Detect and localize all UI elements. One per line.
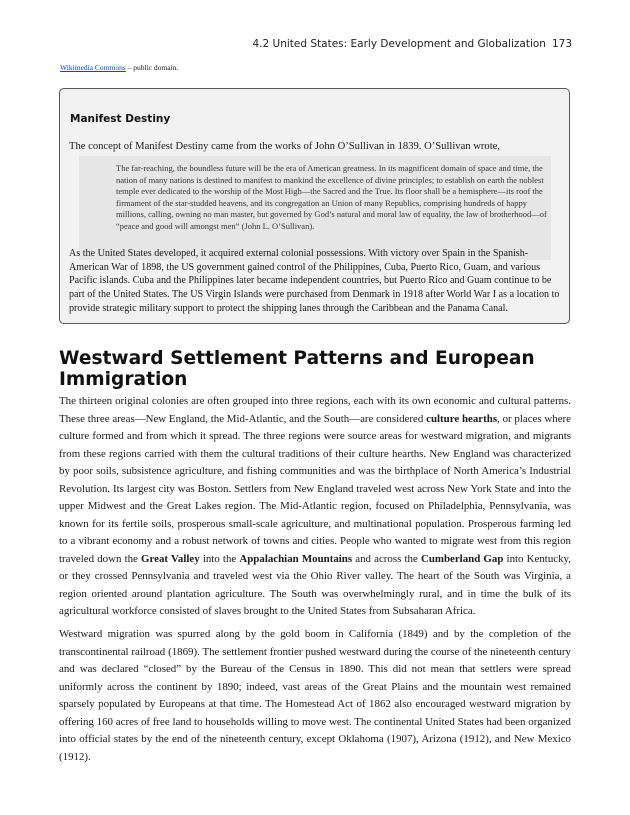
paragraph-text: , or places where culture formed and from which it spread. The three regions were source areas for westward migration, and migrants from these regions carried with them the cultural traditions of their culture hearths. New England was characterized by poor soils, subsistence agriculture, and fishing communities and was the birthplace of North America’s Industrial Revolution. Its largest city was Boston. Settlers from New England traveled west across New York State and into the upper Midwest and the Great Lakes region. The Mid-Atlantic region, focused on Philadelphia, Pennsylvania, was known for its fertile soils, prosperous small-scale agriculture, and multinational population. Prosperous farming led to a vibrant economy and a robust network of towns and cities. People who wanted to migrate west from this region traveled down the <box>59 412 572 565</box>
body-paragraph-2: Westward migration was spurred along by the gold boom in California (1849) and by the completion of the transcontinental railroad (1869). The settlement frontier pushed westward during the course of the nineteenth century and was declared “closed” by the Bureau of the Census in 1890. This did not mean that settlers were spread uniformly across the continent by 1890; indeed, vast areas of the Great Plains and the mountain west remained sparsely populated by Europeans at that time. The Homestead Act of 1862 also encouraged westward migration by offering 160 acres of free land to households willing to move west. The continental United States had been organized into official states by the end of the nineteenth century, except Oklahoma (1907), Arizona (1912), and New Mexico (1912). <box>59 628 571 763</box>
paragraph-text: and across the <box>352 552 421 565</box>
paragraph-text: into the <box>199 552 240 565</box>
blockquote-text: The far-reaching, the boundless future will be the era of American greatness. In its magnificent domain of space and time, the nation of many nations is destined to manifest to mankind the excellence of divine principles; to establish on earth the noblest temple ever dedicated to the worship of the Most High—the Sacred and the True. Its floor shall be a hemisphere—its roof the firmament of the star-studded heavens, and its congregation an Union of many Republics, comprising hundreds of happy millions, calling, owning no man master, but governed by God’s natural and moral law of equality, the law of brotherhood—of “peace and good will amongst men” (John L. O’Sullivan). <box>116 163 547 231</box>
running-header <box>253 38 573 50</box>
key-term-great-valley: Great Valley <box>141 552 200 565</box>
paragraph-text: The thirteen original colonies are often grouped into three regions, each with its own economic and cultural patterns. These three areas—New England, the Mid-Atlantic, and the South—are considered <box>59 395 571 425</box>
key-term-culture-hearths: culture hearths <box>426 412 498 425</box>
credit-suffix: – public domain. <box>125 63 179 72</box>
wikimedia-commons-link[interactable]: Wikimedia Commons <box>60 63 126 72</box>
page-number: 173 <box>551 38 572 50</box>
paragraph-text: into Kentucky, or they crossed Pennsylvania and traveled west via the Ohio River valley. The heart of the South was Virginia, a region oriented around plantation agriculture. The South was overwhelmingly rural, and in time the bulk of its agricultural workforce consisted of slaves brought to the United States from Subsaharan Africa. <box>59 552 572 617</box>
key-term-cumberland-gap: Cumberland Gap <box>420 552 504 565</box>
feature-box-intro: The concept of Manifest Destiny came from the works of John O’Sullivan in 1839. O’Sullivan wrote, <box>69 141 501 152</box>
key-term-appalachian-mountains: Appalachian Mountains <box>239 552 353 565</box>
body-paragraph-1 <box>59 393 571 621</box>
feature-box-title: Manifest Destiny <box>70 113 171 125</box>
image-credit <box>60 63 178 72</box>
running-title: 4.2 United States: Early Development and Globalization <box>252 38 546 50</box>
feature-box-closing-paragraph: As the United States developed, it acquired external colonial possessions. With victory over Spain in the Spanish-American War of 1898, the US government gained control of the Philippines, Cuba, Puerto Rico, Guam, and various Pacific islands. Cuba and the Philippines later became independent countries, but Puerto Rico and Guam continue to be part of the United States. The US Virgin Islands were purchased from Denmark in 1918 after World War I as a location to provide strategic military support to protect the shipping lanes through the Caribbean and the Panama Canal. <box>69 248 560 314</box>
section-heading: Westward Settlement Patterns and European Immigration <box>59 348 535 390</box>
